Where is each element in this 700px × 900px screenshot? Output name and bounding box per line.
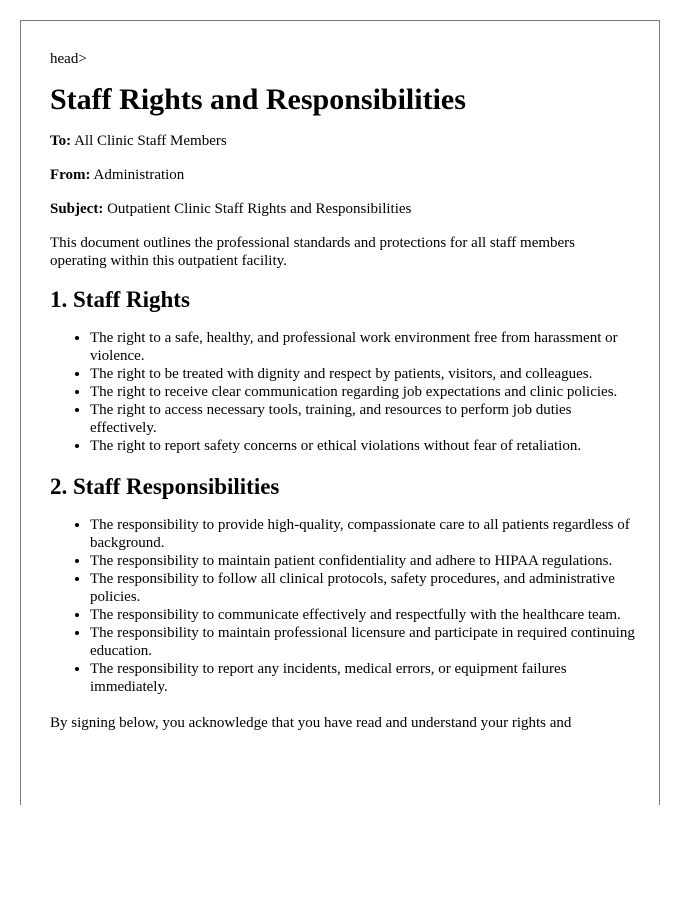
- list-item: • The responsibility to maintain patient confidentiality and adhere to HIPAA regulations.: [90, 552, 635, 570]
- section-heading-rights: 1. Staff Rights: [50, 287, 190, 312]
- list-item: • The right to access necessary tools, training, and resources to perform job duties effectively.: [90, 401, 635, 437]
- document-content: [50, 50, 635, 732]
- memo-to: [50, 132, 635, 150]
- list-item: • The responsibility to report any incidents, medical errors, or equipment failures immediately.: [90, 660, 635, 696]
- memo-subject-label: Subject:: [50, 201, 104, 217]
- intro-paragraph: This document outlines the professional standards and protections for all staff members operating within this outpatient facility.: [50, 235, 576, 269]
- memo-from: [50, 166, 635, 184]
- memo-to-value: All Clinic Staff Members: [74, 133, 227, 149]
- responsibilities-list: [50, 516, 635, 696]
- section-heading-responsibilities: 2. Staff Responsibilities: [50, 474, 280, 499]
- list-item: • The responsibility to maintain professional licensure and participate in required continuing education.: [90, 624, 635, 660]
- page-title: Staff Rights and Responsibilities: [50, 83, 466, 116]
- list-item: • The right to report safety concerns or ethical violations without fear of retaliation.: [90, 437, 635, 455]
- list-item: • The right to be treated with dignity and respect by patients, visitors, and colleagues.: [90, 365, 635, 383]
- list-item: • The right to a safe, healthy, and professional work environment free from harassment or violence.: [90, 329, 635, 365]
- memo-subject: [50, 200, 635, 218]
- stray-text: head>: [50, 51, 87, 67]
- memo-to-label: To:: [50, 133, 72, 149]
- cut-off-paragraph: By signing below, you acknowledge that you have read and understand your rights and: [50, 715, 572, 731]
- rights-list: [50, 329, 635, 455]
- list-item: • The right to receive clear communication regarding job expectations and clinic policies.: [90, 383, 635, 401]
- document-frame: [20, 20, 660, 805]
- list-item: • The responsibility to communicate effectively and respectfully with the healthcare team.: [90, 606, 635, 624]
- list-item: • The responsibility to follow all clinical protocols, safety procedures, and administrative policies.: [90, 570, 635, 606]
- memo-from-value: Administration: [93, 167, 185, 183]
- memo-from-label: From:: [50, 167, 91, 183]
- memo-subject-value: Outpatient Clinic Staff Rights and Responsibilities: [107, 201, 412, 217]
- list-item: • The responsibility to provide high-quality, compassionate care to all patients regardless of background.: [90, 516, 635, 552]
